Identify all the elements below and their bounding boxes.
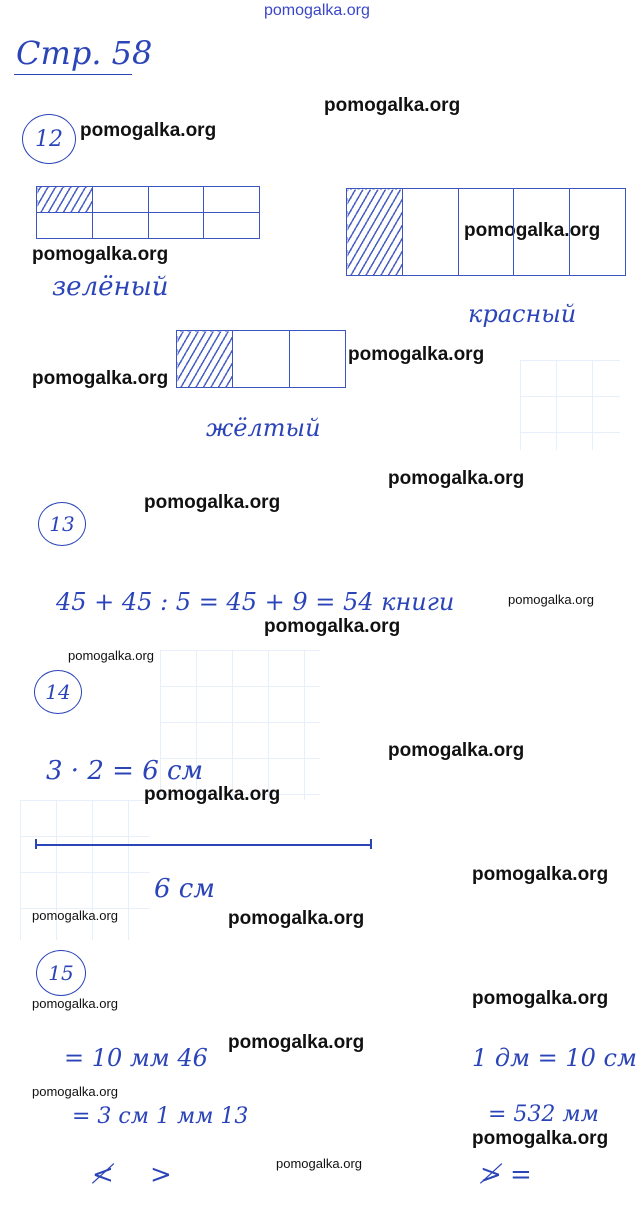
task-15-left-line-3b: > <box>150 1160 172 1190</box>
grid-cell <box>148 187 204 213</box>
heading-underline <box>14 74 132 75</box>
grid-cell <box>289 331 345 388</box>
shaded-cell <box>37 187 93 213</box>
grid-cell <box>37 213 93 239</box>
watermark: pomogalka.org <box>228 1032 365 1053</box>
watermark: pomogalka.org <box>388 468 525 489</box>
watermark: pomogalka.org <box>464 220 601 241</box>
task-15-left-line-3a: ≮ <box>92 1160 114 1190</box>
watermark: pomogalka.org <box>324 95 461 116</box>
label-yellow: жёлтый <box>206 414 321 442</box>
task-14-number: 14 <box>34 670 82 714</box>
watermark: pomogalka.org <box>32 996 118 1011</box>
segment-label: 6 см <box>154 874 215 904</box>
task-15-right-line-1: 1 дм = 10 см <box>472 1044 637 1072</box>
grid-cell <box>204 213 260 239</box>
task-15-left-line-1: = 10 мм 46 <box>64 1044 208 1072</box>
top-watermark: pomogalka.org <box>264 2 370 19</box>
grid-cell <box>92 213 148 239</box>
watermark: pomogalka.org <box>388 740 525 761</box>
watermark: pomogalka.org <box>32 368 169 389</box>
green-strip-grid <box>36 186 260 239</box>
shaded-cell <box>177 331 233 388</box>
watermark: pomogalka.org <box>68 648 154 663</box>
watermark: pomogalka.org <box>472 864 609 885</box>
red-strip-grid <box>346 188 626 276</box>
grid-cell <box>148 213 204 239</box>
task-12-number: 12 <box>22 114 76 164</box>
watermark: pomogalka.org <box>264 616 401 637</box>
watermark: pomogalka.org <box>472 988 609 1009</box>
task-15-left-line-2: = 3 см 1 мм 13 <box>72 1104 249 1129</box>
label-green: зелёный <box>52 272 169 302</box>
watermark: pomogalka.org <box>144 784 281 805</box>
yellow-strip-grid <box>176 330 346 388</box>
grid-cell <box>458 189 514 276</box>
shaded-cell <box>347 189 403 276</box>
background-grid-1 <box>520 360 620 450</box>
grid-cell <box>204 187 260 213</box>
watermark: pomogalka.org <box>32 1084 118 1099</box>
watermark: pomogalka.org <box>472 1128 609 1149</box>
watermark: pomogalka.org <box>276 1156 362 1171</box>
task-15-number: 15 <box>36 950 86 996</box>
task-13-expression: 45 + 45 : 5 = 45 + 9 = 54 книги <box>56 588 455 616</box>
grid-cell <box>92 187 148 213</box>
segment-6cm <box>36 844 372 846</box>
grid-cell <box>514 189 570 276</box>
grid-cell <box>402 189 458 276</box>
watermark: pomogalka.org <box>80 120 217 141</box>
segment-start-tick <box>35 839 37 849</box>
task-15-right-line-3: ≯ = <box>480 1160 532 1190</box>
grid-cell <box>570 189 626 276</box>
watermark: pomogalka.org <box>508 592 594 607</box>
watermark: pomogalka.org <box>32 908 118 923</box>
page-heading: Стр. 58 <box>16 34 153 72</box>
watermark: pomogalka.org <box>144 492 281 513</box>
label-red: красный <box>468 300 577 328</box>
watermark: pomogalka.org <box>228 908 365 929</box>
task-13-number: 13 <box>38 502 86 546</box>
watermark: pomogalka.org <box>32 244 169 265</box>
task-14-expression: 3 · 2 = 6 см <box>46 756 204 786</box>
segment-end-tick <box>370 839 372 849</box>
task-15-right-line-2: = 532 мм <box>488 1102 599 1127</box>
grid-cell <box>233 331 289 388</box>
watermark: pomogalka.org <box>348 344 485 365</box>
